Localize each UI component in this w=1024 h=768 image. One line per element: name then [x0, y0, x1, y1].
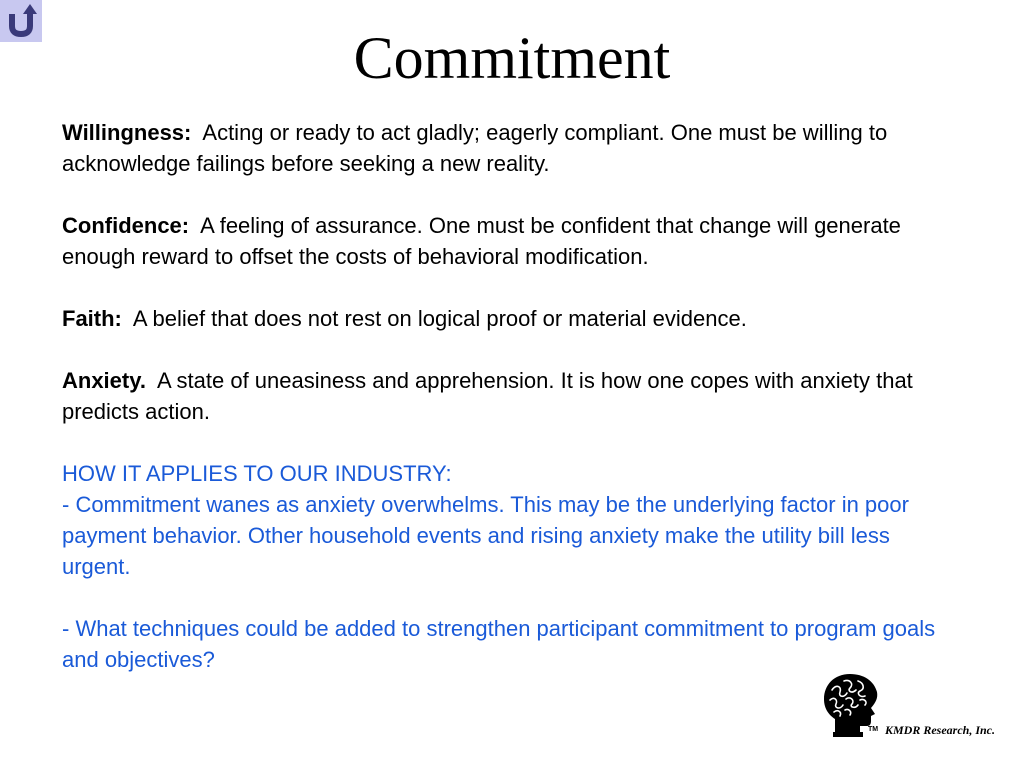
- definition-text: Acting or ready to act gladly; eagerly compliant. One must be willing to acknowledge failings before seeking a new reality.: [62, 120, 888, 176]
- definition-anxiety: [62, 365, 962, 427]
- definition-faith: [62, 303, 962, 334]
- industry-point-1: - Commitment wanes as anxiety overwhelms. This may be the underlying factor in poor payment behavior. Other household events and rising anxiety make the utility bill less urgent.: [62, 492, 909, 579]
- industry-point-2: - What techniques could be added to strengthen participant commitment to program goals and objectives?: [62, 616, 936, 672]
- definition-text: A belief that does not rest on logical proof or material evidence.: [132, 306, 747, 331]
- company-name: KMDR Research, Inc.: [885, 723, 996, 737]
- industry-heading: HOW IT APPLIES TO OUR INDUSTRY:: [62, 461, 452, 486]
- definition-term: Faith:: [62, 306, 122, 331]
- definition-term: Willingness:: [62, 120, 192, 145]
- trademark-symbol: TM: [868, 726, 879, 733]
- definition-confidence: [62, 210, 962, 272]
- definition-willingness: [62, 117, 962, 179]
- slide-title: Commitment: [353, 25, 671, 91]
- definition-term: Confidence:: [62, 213, 190, 238]
- definition-term: Anxiety.: [62, 368, 146, 393]
- industry-section: [62, 458, 962, 675]
- definition-text: A state of uneasiness and apprehension. It is how one copes with anxiety that predicts action.: [62, 368, 913, 424]
- definition-text: A feeling of assurance. One must be confident that change will generate enough reward to offset the costs of behavioral modification.: [62, 213, 901, 269]
- slide-body: [62, 117, 962, 675]
- company-logo: [820, 672, 1010, 742]
